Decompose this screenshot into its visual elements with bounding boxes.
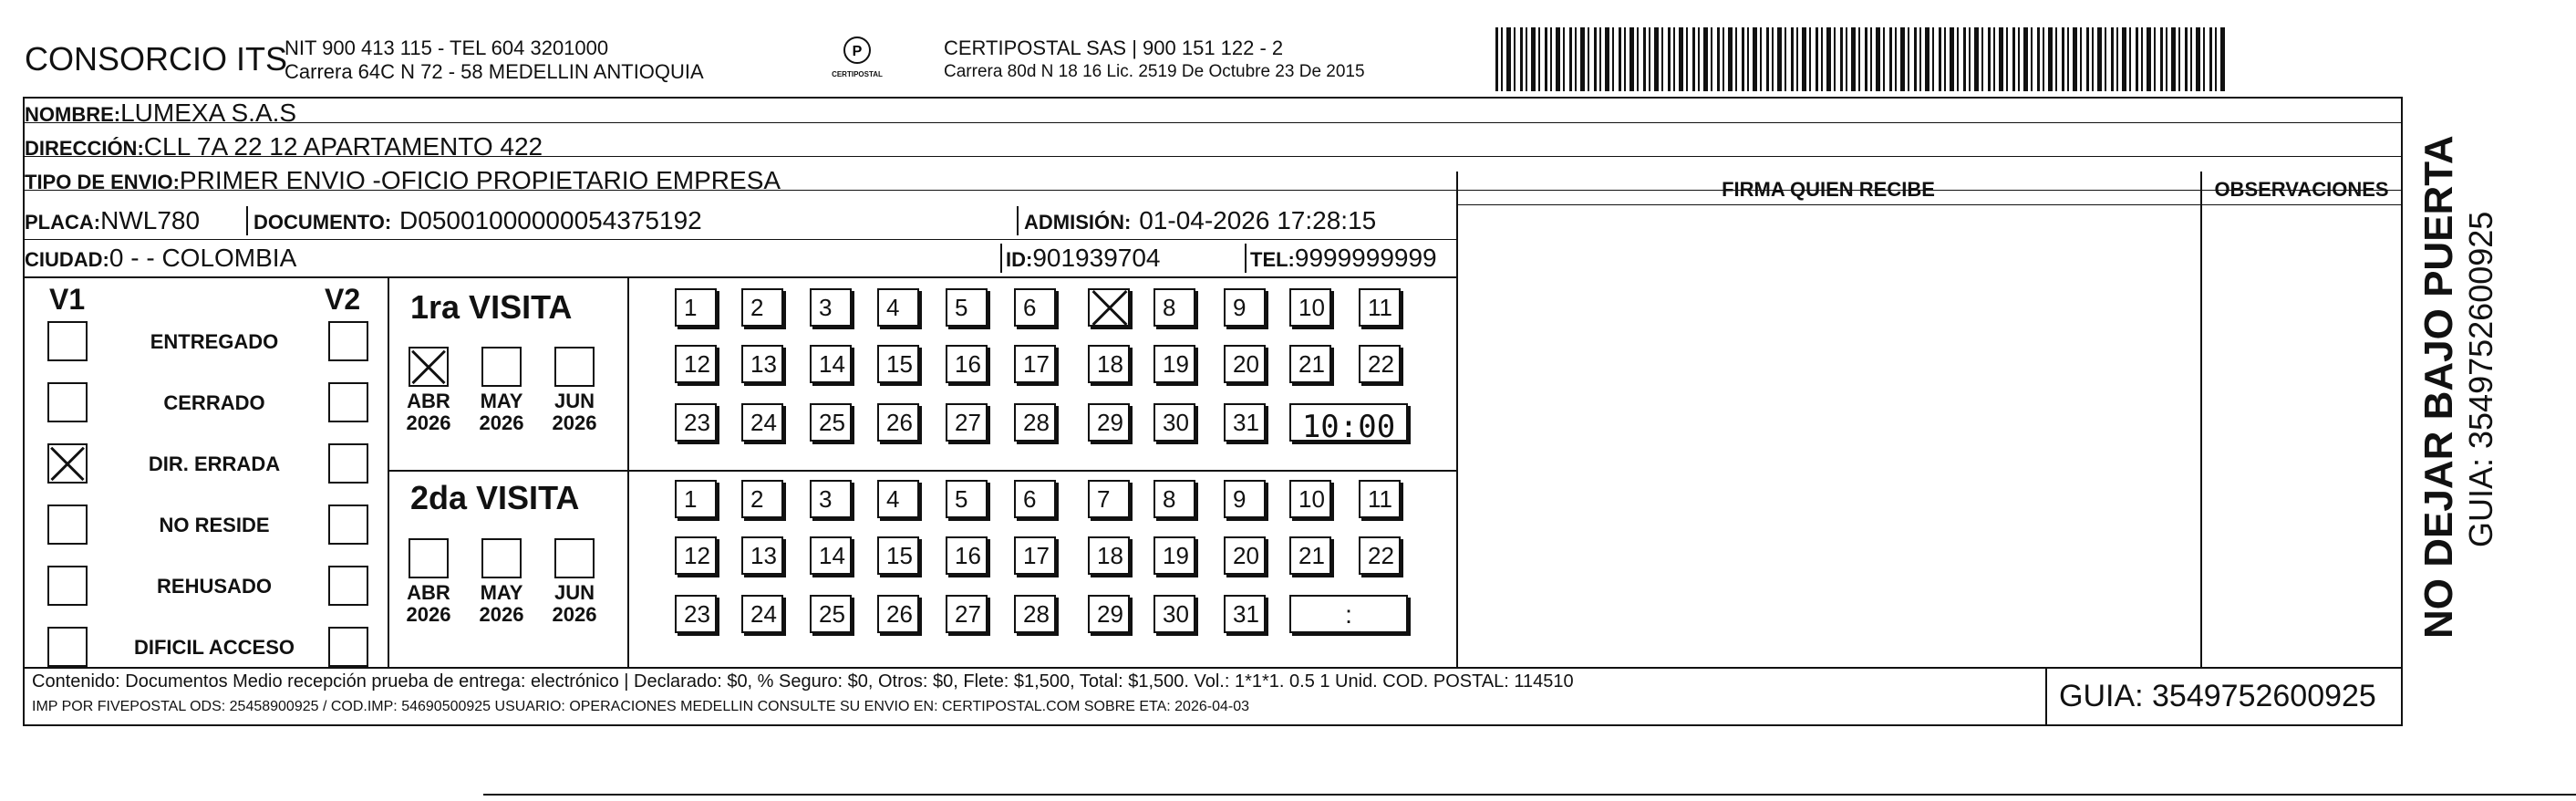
visit2-month-checkbox[interactable] (409, 538, 449, 578)
visit2-day-19[interactable]: 19 (1154, 536, 1195, 575)
status-divider (388, 276, 389, 667)
visit1-day-24[interactable]: 24 (741, 403, 783, 442)
visit1-day-8[interactable]: 8 (1154, 288, 1195, 327)
visit1-day-30[interactable]: 30 (1154, 403, 1195, 442)
visit1-day-21[interactable]: 21 (1289, 345, 1331, 383)
visit2-day-9[interactable]: 9 (1224, 480, 1266, 518)
courier-name: CERTIPOSTAL SAS | 900 151 122 - 2 (944, 36, 1284, 59)
visit1-month-checkbox[interactable] (409, 347, 449, 387)
barcode (1495, 27, 2225, 91)
visit2-day-22[interactable]: 22 (1359, 536, 1401, 575)
admision-field: ADMISIÓN: 01-04-2026 17:28:15 (1017, 206, 1376, 235)
visit1-day-6[interactable]: 6 (1014, 288, 1056, 327)
visit2-time-field[interactable]: : (1289, 595, 1408, 633)
v1-checkbox-5[interactable] (47, 627, 88, 667)
firma-header: FIRMA QUIEN RECIBE (1722, 178, 1935, 201)
visit2-day-1[interactable]: 1 (675, 480, 717, 518)
status-label: NO RESIDE (159, 514, 270, 536)
visit2-day-12[interactable]: 12 (675, 536, 717, 575)
visit2-day-10[interactable]: 10 (1289, 480, 1331, 518)
footer-divider (2045, 667, 2047, 726)
visit1-day-2[interactable]: 2 (741, 288, 783, 327)
visit1-month-checkbox[interactable] (554, 347, 595, 387)
ciudad-field: CIUDAD:0 - - COLOMBIA (25, 244, 297, 272)
visit1-day-26[interactable]: 26 (877, 403, 919, 442)
visit2-day-11[interactable]: 11 (1359, 480, 1401, 518)
v2-checkbox-2[interactable] (328, 443, 368, 484)
side-guia: GUIA: 3549752600925 (2462, 211, 2499, 547)
visit1-day-1[interactable]: 1 (675, 288, 717, 327)
visit1-title: 1ra VISITA (410, 288, 573, 326)
v2-checkbox-4[interactable] (328, 566, 368, 606)
visit1-day-13[interactable]: 13 (741, 345, 783, 383)
visit2-day-16[interactable]: 16 (946, 536, 988, 575)
courier-address: Carrera 80d N 18 16 Lic. 2519 De Octubre 23 De 2015 (944, 62, 1365, 81)
no-dejar-warning: NO DEJAR BAJO PUERTA (2416, 135, 2461, 639)
visit1-day-25[interactable]: 25 (810, 403, 852, 442)
visit2-day-31[interactable]: 31 (1224, 595, 1266, 633)
visit2-day-8[interactable]: 8 (1154, 480, 1195, 518)
v1-checkbox-1[interactable] (47, 382, 88, 422)
divider (25, 276, 1456, 278)
company-address: Carrera 64C N 72 - 58 MEDELLIN ANTIOQUIA (284, 60, 704, 83)
visit2-day-25[interactable]: 25 (810, 595, 852, 633)
visit1-day-15[interactable]: 15 (877, 345, 919, 383)
visit1-day-22[interactable]: 22 (1359, 345, 1401, 383)
visit2-day-5[interactable]: 5 (946, 480, 988, 518)
visit1-day-20[interactable]: 20 (1224, 345, 1266, 383)
visit2-month-checkbox[interactable] (554, 538, 595, 578)
visit1-day-9[interactable]: 9 (1224, 288, 1266, 327)
visit2-month-label: MAY 2026 (479, 581, 524, 626)
v1-checkbox-0[interactable] (47, 321, 88, 361)
visit2-day-23[interactable]: 23 (675, 595, 717, 633)
v1-checkbox-3[interactable] (47, 505, 88, 545)
footer-guia: GUIA: 3549752600925 (2059, 679, 2376, 713)
bottom-rule (483, 794, 2576, 796)
visit1-day-28[interactable]: 28 (1014, 403, 1056, 442)
visit1-day-18[interactable]: 18 (1088, 345, 1130, 383)
visit1-day-12[interactable]: 12 (675, 345, 717, 383)
status-label: DIR. ERRADA (148, 453, 281, 475)
divider (25, 239, 1456, 240)
status-label: REHUSADO (157, 575, 272, 598)
visit2-day-20[interactable]: 20 (1224, 536, 1266, 575)
id-field: ID:901939704 (1000, 244, 1160, 273)
visit2-month-label: JUN 2026 (552, 581, 597, 626)
v1-checkbox-2[interactable] (47, 443, 88, 484)
visit1-day-11[interactable]: 11 (1359, 288, 1401, 327)
visit1-day-4[interactable]: 4 (877, 288, 919, 327)
visit1-month-checkbox[interactable] (481, 347, 522, 387)
visit1-month-label: ABR 2026 (406, 390, 451, 434)
visit2-day-13[interactable]: 13 (741, 536, 783, 575)
visit2-day-2[interactable]: 2 (741, 480, 783, 518)
visit1-time-field[interactable]: 10:00 (1289, 403, 1408, 442)
footer-imp: IMP POR FIVEPOSTAL ODS: 25458900925 / COD.IMP: 54690500925 USUARIO: OPERACIONES MEDELLIN CONSULTE SU ENVIO EN: CERTIPOSTAL.COM SOBRE ETA: 2026-04-03 (32, 699, 1249, 714)
visit1-day-29[interactable]: 29 (1088, 403, 1130, 442)
column-divider (1456, 172, 1458, 668)
visit1-month-label: MAY 2026 (479, 390, 524, 434)
visit2-day-14[interactable]: 14 (810, 536, 852, 575)
visit2-day-15[interactable]: 15 (877, 536, 919, 575)
v1-header: V1 (49, 283, 86, 316)
placa-field: PLACA:NWL780 (25, 206, 201, 234)
column-divider (2200, 172, 2202, 668)
visit2-day-29[interactable]: 29 (1088, 595, 1130, 633)
visit2-day-28[interactable]: 28 (1014, 595, 1056, 633)
visit1-day-7[interactable] (1088, 288, 1130, 327)
v2-checkbox-5[interactable] (328, 627, 368, 667)
v2-header: V2 (325, 283, 361, 316)
v2-checkbox-3[interactable] (328, 505, 368, 545)
visit-divider (627, 276, 629, 667)
visit2-day-17[interactable]: 17 (1014, 536, 1056, 575)
visit2-day-3[interactable]: 3 (810, 480, 852, 518)
company-nit: NIT 900 413 115 - TEL 604 3201000 (284, 36, 609, 59)
visit1-day-31[interactable]: 31 (1224, 403, 1266, 442)
visit2-day-26[interactable]: 26 (877, 595, 919, 633)
divider (1456, 204, 2403, 205)
visit2-day-21[interactable]: 21 (1289, 536, 1331, 575)
observaciones-header: OBSERVACIONES (2214, 178, 2389, 201)
status-label: ENTREGADO (150, 330, 279, 353)
visit2-day-6[interactable]: 6 (1014, 480, 1056, 518)
tel-field: TEL:9999999999 (1245, 244, 1437, 273)
visit2-day-24[interactable]: 24 (741, 595, 783, 633)
visit1-day-14[interactable]: 14 (810, 345, 852, 383)
direccion-row: DIRECCIÓN:CLL 7A 22 12 APARTAMENTO 422 (25, 132, 2403, 157)
visit1-day-10[interactable]: 10 (1289, 288, 1331, 327)
certipostal-logo: P CERTIPOSTAL (830, 35, 885, 82)
company-name: CONSORCIO ITS (25, 40, 288, 78)
visit2-month-checkbox[interactable] (481, 538, 522, 578)
status-label: CERRADO (163, 391, 265, 414)
visit2-day-18[interactable]: 18 (1088, 536, 1130, 575)
visit1-day-16[interactable]: 16 (946, 345, 988, 383)
visit1-day-19[interactable]: 19 (1154, 345, 1195, 383)
visit1-day-5[interactable]: 5 (946, 288, 988, 327)
visit2-day-30[interactable]: 30 (1154, 595, 1195, 633)
visit2-month-label: ABR 2026 (406, 581, 451, 626)
footer-content: Contenido: Documentos Medio recepción prueba de entrega: electrónico | Declarado: $0, % Seguro: $0, Otros: $0, Flete: $1,500, Total: $1,500. Vol.: 1*1*1. 0.5 1 Unid. COD. POSTAL: 114510 (32, 671, 1574, 692)
tipo-envio-row: TIPO DE ENVIO:PRIMER ENVIO -OFICIO PROPIETARIO EMPRESA (25, 166, 2403, 191)
visit2-day-4[interactable]: 4 (877, 480, 919, 518)
visit1-month-label: JUN 2026 (552, 390, 597, 434)
nombre-row: NOMBRE:LUMEXA S.A.S (25, 99, 2403, 123)
visit1-day-23[interactable]: 23 (675, 403, 717, 442)
v2-checkbox-1[interactable] (328, 382, 368, 422)
status-label: DIFICIL ACCESO (133, 636, 295, 659)
visit1-day-17[interactable]: 17 (1014, 345, 1056, 383)
visit2-day-27[interactable]: 27 (946, 595, 988, 633)
visit2-day-7[interactable]: 7 (1088, 480, 1130, 518)
documento-field: DOCUMENTO: D05001000000054375192 (246, 206, 702, 235)
visit1-day-3[interactable]: 3 (810, 288, 852, 327)
visit-divider (389, 470, 1456, 472)
svg-text:P: P (852, 44, 863, 59)
v1-checkbox-4[interactable] (47, 566, 88, 606)
visit2-title: 2da VISITA (410, 479, 580, 516)
v2-checkbox-0[interactable] (328, 321, 368, 361)
visit1-day-27[interactable]: 27 (946, 403, 988, 442)
